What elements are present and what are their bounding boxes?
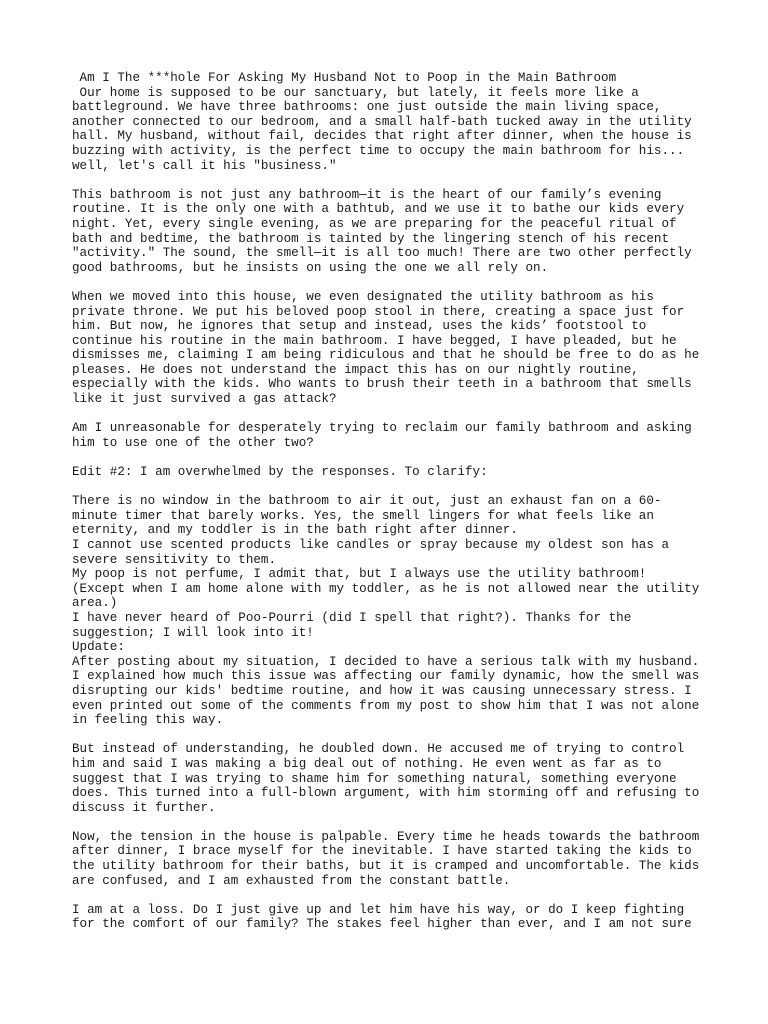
text-line: even printed out some of the comments from my post to show him that I was not alone (72, 698, 700, 713)
text-line: Edit #2: I am overwhelmed by the responses. To clarify: (72, 465, 488, 480)
text-line: When we moved into this house, we even designated the utility bathroom as his (72, 289, 654, 304)
text-line: I am at a loss. Do I just give up and let him have his way, or do I keep fighting (72, 902, 685, 917)
text-line: Am I unreasonable for desperately trying to reclaim our family bathroom and asking (72, 421, 692, 436)
text-line: night. Yet, every single evening, as we are preparing for the peaceful ritual of (72, 216, 677, 231)
text-line: after dinner, I brace myself for the inevitable. I have started taking the kids to (72, 844, 692, 859)
text-line: continue his routine in the main bathroom. I have begged, I have pleaded, but he (72, 333, 677, 348)
text-line: like it just survived a gas attack? (72, 392, 337, 407)
text-line: area.) (72, 596, 118, 611)
document-page (72, 71, 712, 932)
document-title: Am I The ***hole For Asking My Husband Not to Poop in the Main Bathroom (72, 71, 617, 85)
text-line: eternity, and my toddler is in the bath right after dinner. (72, 523, 518, 538)
text-line: My poop is not perfume, I admit that, but I always use the utility bathroom! (72, 567, 647, 582)
blank-line (72, 815, 712, 830)
text-line: are confused, and I am exhausted from the constant battle. (72, 873, 511, 888)
text-line: suggestion; I will look into it! (72, 625, 314, 640)
text-line: battleground. We have three bathrooms: one just outside the main living space, (72, 100, 662, 115)
text-line: pleases. He does not understand the impact this has on our nightly routine, (72, 362, 639, 377)
text-line: him. But now, he ignores that setup and instead, uses the kids’ footstool to (72, 319, 647, 334)
text-line: him and said I was making a big deal out of nothing. He even went as far as to (72, 756, 662, 771)
text-line: I explained how much this issue was affecting our family dynamic, how the smell was (72, 669, 700, 684)
text-line: I cannot use scented products like candles or spray because my oldest son has a (72, 538, 670, 552)
text-line: "activity." The sound, the smell—it is all too much! There are two other perfectly (72, 246, 692, 261)
text-line: (Except when I am home alone with my toddler, as he is not allowed near the utility (72, 581, 700, 596)
text-line: hall. My husband, without fail, decides that right after dinner, when the house is (72, 129, 692, 144)
text-line: Now, the tension in the house is palpable. Every time he heads towards the bathroom (72, 829, 700, 844)
text-line: After posting about my situation, I decided to have a serious talk with my husband. (72, 654, 700, 669)
text-line: Update: (72, 640, 125, 655)
text-line: dismisses me, claiming I am being ridiculous and that he should be free to do as he (72, 348, 700, 363)
text-line: good bathrooms, but he insists on using the one we all rely on. (72, 260, 549, 275)
text-line: I have never heard of Poo-Pourri (did I spell that right?). Thanks for the (72, 610, 632, 625)
text-line: bath and bedtime, the bathroom is tainted by the lingering stench of his recent (72, 231, 670, 246)
text-line: routine. It is the only one with a bathtub, and we use it to bathe our kids every (72, 202, 685, 217)
text-line: This bathroom is not just any bathroom—it is the heart of our family’s evening (72, 187, 662, 202)
blank-line (72, 173, 712, 188)
blank-line (72, 450, 712, 465)
text-line: disrupting our kids' bedtime routine, and how it was causing unnecessary stress. I (72, 683, 692, 698)
text-line: does. This turned into a full-blown argument, with him storming off and refusing to (72, 786, 700, 801)
text-line: There is no window in the bathroom to air it out, just an exhaust fan on a 60- (72, 494, 662, 509)
text-line: minute timer that barely works. Yes, the smell lingers for what feels like an (72, 508, 654, 523)
text-line: him to use one of the other two? (72, 435, 314, 450)
text-line: buzzing with activity, is the perfect time to occupy the main bathroom for his... (72, 143, 685, 158)
text-line: another connected to our bedroom, and a small half-bath tucked away in the utility (72, 114, 692, 129)
blank-line (72, 728, 712, 743)
text-line: well, let's call it his "business." (72, 158, 337, 173)
text-line: But instead of understanding, he doubled down. He accused me of trying to control (72, 742, 685, 757)
text-line: the utility bathroom for their baths, but it is cramped and uncomfortable. The kids (72, 859, 700, 874)
text-line: severe sensitivity to them. (72, 552, 277, 567)
text-line: discuss it further. (72, 800, 216, 815)
text-line: suggest that I was trying to shame him for something natural, something everyone (72, 771, 677, 786)
blank-line (72, 275, 712, 290)
text-line: for the comfort of our family? The stakes feel higher than ever, and I am not sure (72, 917, 692, 932)
blank-line (72, 888, 712, 903)
blank-line (72, 480, 712, 495)
text-line: in feeling this way. (72, 713, 224, 728)
blank-line (72, 407, 712, 422)
text-line: especially with the kids. Who wants to brush their teeth in a bathroom that smells (72, 377, 692, 392)
text-line: private throne. We put his beloved poop stool in there, creating a space just for (72, 304, 685, 319)
text-line: Our home is supposed to be our sanctuary, but lately, it feels more like a (72, 85, 639, 100)
